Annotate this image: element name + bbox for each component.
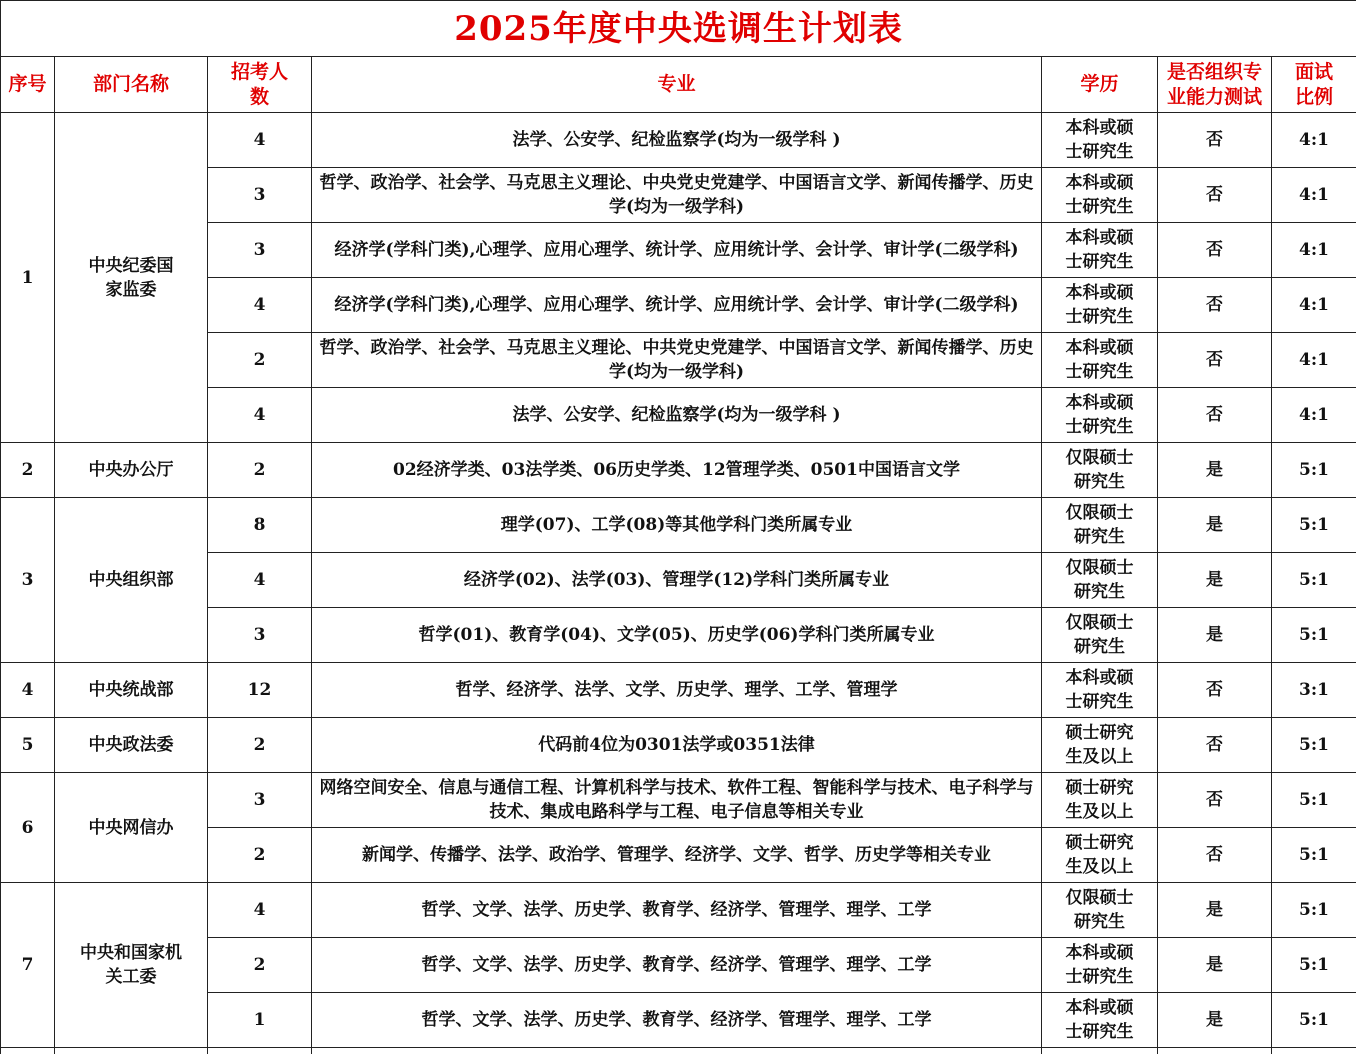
cell-test: 否: [1158, 333, 1272, 388]
cell-dept: 中央网信办: [55, 773, 208, 883]
cell-major: 哲学、政治学、社会学、马克思主义理论、中共党史党建学、中国语言文学、新闻传播学、历史学(均为一级学科): [312, 333, 1042, 388]
table-row: [1, 718, 1356, 773]
cell-count: 2: [208, 938, 312, 993]
cell-seq: 6: [1, 773, 55, 883]
cell-edu: 本科或硕士研究生: [1042, 113, 1158, 168]
cell-major: 哲学、文学、法学、历史学、教育学、经济学、管理学、理学、工学: [312, 883, 1042, 938]
cell-ratio: 5:1: [1272, 883, 1356, 938]
cell-ratio: 5:1: [1272, 498, 1356, 553]
cell-edu: 本科或硕士研究生: [1042, 993, 1158, 1048]
cell-count: 2: [208, 333, 312, 388]
cell-edu: 硕士研究生及以上: [1042, 828, 1158, 883]
header-major: 专业: [312, 57, 1042, 113]
table-row: [1, 883, 1356, 938]
table-body: [1, 113, 1356, 1048]
cell-test: 是: [1158, 553, 1272, 608]
cell-test: 是: [1158, 938, 1272, 993]
cell-count: 8: [208, 498, 312, 553]
cell-ratio: 5:1: [1272, 443, 1356, 498]
cell-count: 3: [208, 773, 312, 828]
cell-edu: 本科或硕士研究生: [1042, 388, 1158, 443]
cell-ratio: 4:1: [1272, 278, 1356, 333]
cell-edu: 本科或硕士研究生: [1042, 333, 1158, 388]
table-row: [1, 498, 1356, 553]
cell-edu: 硕士研究生及以上: [1042, 718, 1158, 773]
cell-test: 是: [1158, 883, 1272, 938]
cell-count: 3: [208, 608, 312, 663]
cell-ratio: 4:1: [1272, 388, 1356, 443]
cell-ratio: 4:1: [1272, 223, 1356, 278]
cell-count: 4: [208, 553, 312, 608]
cell-count: 2: [208, 828, 312, 883]
cell-seq: 1: [1, 113, 55, 443]
cell-dept: 中央组织部: [55, 498, 208, 663]
cell-test: 否: [1158, 828, 1272, 883]
cell-major: 经济学(02)、法学(03)、管理学(12)学科门类所属专业: [312, 553, 1042, 608]
cell-seq: 4: [1, 663, 55, 718]
cell-edu: 仅限硕士研究生: [1042, 608, 1158, 663]
cell-test: 否: [1158, 113, 1272, 168]
cell-count: 1: [208, 993, 312, 1048]
cell-major: 新闻学、传播学、法学、政治学、管理学、经济学、文学、哲学、历史学等相关专业: [312, 828, 1042, 883]
cell-count: 4: [208, 388, 312, 443]
cell-count: 2: [208, 718, 312, 773]
cell-ratio: 5:1: [1272, 993, 1356, 1048]
cell-edu: 仅限硕士研究生: [1042, 498, 1158, 553]
cell-major: 网络空间安全、信息与通信工程、计算机科学与技术、软件工程、智能科学与技术、电子科学与技术、集成电路科学与工程、电子信息等相关专业: [312, 773, 1042, 828]
header-test: 是否组织专业能力测试: [1158, 57, 1272, 113]
cell-edu: 仅限硕士研究生: [1042, 553, 1158, 608]
header-ratio: 面试比例: [1272, 57, 1356, 113]
cell-test: 是: [1158, 993, 1272, 1048]
cell-edu: 硕士研究生及以上: [1042, 773, 1158, 828]
header-edu: 学历: [1042, 57, 1158, 113]
cell-ratio: 3:1: [1272, 663, 1356, 718]
cell-edu: 本科或硕士研究生: [1042, 663, 1158, 718]
cell-major: 理学(07)、工学(08)等其他学科门类所属专业: [312, 498, 1042, 553]
cell-major: 哲学、文学、法学、历史学、教育学、经济学、管理学、理学、工学: [312, 993, 1042, 1048]
cell-ratio: 5:1: [1272, 608, 1356, 663]
table-row: [1, 443, 1356, 498]
cell-dept: 中央和国家机关工委: [55, 883, 208, 1048]
table-row: [1, 773, 1356, 828]
cell-edu: 本科或硕士研究生: [1042, 223, 1158, 278]
cell-count: 2: [208, 443, 312, 498]
cell-dept: 中央政法委: [55, 718, 208, 773]
cell-count: 4: [208, 113, 312, 168]
table-row: [1, 663, 1356, 718]
table-title: 2025年度中央选调生计划表: [1, 1, 1356, 57]
cell-ratio: 5:1: [1272, 828, 1356, 883]
cell-major: 法学、公安学、纪检监察学(均为一级学科 ): [312, 388, 1042, 443]
header-row: [1, 57, 1356, 113]
table-row: [1, 113, 1356, 168]
cell-test: 是: [1158, 498, 1272, 553]
cell-edu: 本科或硕士研究生: [1042, 168, 1158, 223]
cell-major: 经济学(学科门类),心理学、应用心理学、统计学、应用统计学、会计学、审计学(二级学科): [312, 223, 1042, 278]
cell-major: 哲学、政治学、社会学、马克思主义理论、中央党史党建学、中国语言文学、新闻传播学、历史学(均为一级学科): [312, 168, 1042, 223]
cell-test: 否: [1158, 168, 1272, 223]
cell-count: 4: [208, 883, 312, 938]
cell-edu: 本科或硕士研究生: [1042, 278, 1158, 333]
bottom-edge: [1, 1048, 55, 1054]
header-count: 招考人数: [208, 57, 312, 113]
cell-dept: 中央纪委国家监委: [55, 113, 208, 443]
cell-ratio: 5:1: [1272, 938, 1356, 993]
cell-edu: 仅限硕士研究生: [1042, 443, 1158, 498]
cell-ratio: 5:1: [1272, 773, 1356, 828]
cell-count: 4: [208, 278, 312, 333]
cell-test: 否: [1158, 388, 1272, 443]
cell-seq: 5: [1, 718, 55, 773]
cell-edu: 仅限硕士研究生: [1042, 883, 1158, 938]
cell-test: 否: [1158, 718, 1272, 773]
cell-test: 否: [1158, 223, 1272, 278]
cell-dept: 中央办公厅: [55, 443, 208, 498]
cell-test: 是: [1158, 443, 1272, 498]
cell-ratio: 4:1: [1272, 113, 1356, 168]
header-seq: 序号: [1, 57, 55, 113]
cell-major: 代码前4位为0301法学或0351法律: [312, 718, 1042, 773]
cell-major: 02经济学类、03法学类、06历史学类、12管理学类、0501中国语言文学: [312, 443, 1042, 498]
cell-ratio: 4:1: [1272, 333, 1356, 388]
cell-major: 哲学、经济学、法学、文学、历史学、理学、工学、管理学: [312, 663, 1042, 718]
cell-seq: 2: [1, 443, 55, 498]
cell-test: 否: [1158, 773, 1272, 828]
cell-count: 3: [208, 168, 312, 223]
header-dept: 部门名称: [55, 57, 208, 113]
cell-major: 法学、公安学、纪检监察学(均为一级学科 ): [312, 113, 1042, 168]
cell-ratio: 5:1: [1272, 718, 1356, 773]
cell-test: 否: [1158, 663, 1272, 718]
cell-ratio: 4:1: [1272, 168, 1356, 223]
cell-edu: 本科或硕士研究生: [1042, 938, 1158, 993]
cell-ratio: 5:1: [1272, 553, 1356, 608]
cell-count: 12: [208, 663, 312, 718]
cell-major: 哲学、文学、法学、历史学、教育学、经济学、管理学、理学、工学: [312, 938, 1042, 993]
cell-major: 经济学(学科门类),心理学、应用心理学、统计学、应用统计学、会计学、审计学(二级学科): [312, 278, 1042, 333]
cell-count: 3: [208, 223, 312, 278]
cell-major: 哲学(01)、教育学(04)、文学(05)、历史学(06)学科门类所属专业: [312, 608, 1042, 663]
cell-seq: 7: [1, 883, 55, 1048]
cell-seq: 3: [1, 498, 55, 663]
cell-test: 否: [1158, 278, 1272, 333]
cell-dept: 中央统战部: [55, 663, 208, 718]
cell-test: 是: [1158, 608, 1272, 663]
